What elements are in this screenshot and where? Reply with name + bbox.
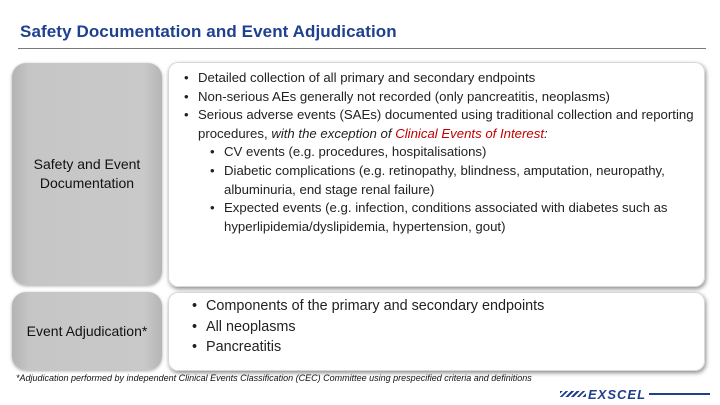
list-item: • Expected events (e.g. infection, conditions associated with diabetes such as hyperlipidemia/dyslipidemia, hypertension, gout) bbox=[224, 199, 708, 236]
logo-text: EXSCEL bbox=[588, 386, 647, 402]
sae-exception-text: with the exception of bbox=[271, 125, 396, 141]
list-item bbox=[198, 106, 708, 236]
event-adjudication-box bbox=[168, 292, 705, 371]
title-divider bbox=[18, 48, 706, 49]
safety-documentation-label: Safety and Event Documentation bbox=[33, 156, 141, 191]
list-item: • Non-serious AEs generally not recorded (only pancreatitis, neoplasms) bbox=[198, 88, 708, 107]
slide-title: Safety Documentation and Event Adjudication bbox=[20, 22, 397, 41]
event-adjudication-label: Event Adjudication* bbox=[26, 322, 148, 339]
safety-bullet-list bbox=[198, 69, 708, 236]
sub-bullet-list bbox=[198, 143, 708, 236]
safety-documentation-panel bbox=[12, 63, 162, 285]
logo-stripe-icon bbox=[560, 391, 586, 397]
sae-text: Serious adverse events (SAEs) documented using traditional collection and reporting procedures, bbox=[198, 107, 694, 141]
list-item: • Detailed collection of all primary and secondary endpoints bbox=[198, 69, 708, 88]
list-item: • CV events (e.g. procedures, hospitalisations) bbox=[224, 143, 708, 162]
list-item: • Diabetic complications (e.g. retinopathy, blindness, amputation, neuropathy, albuminuria, end stage renal failure) bbox=[224, 162, 708, 199]
list-item: • Components of the primary and secondary endpoints bbox=[206, 296, 696, 317]
footnote: *Adjudication performed by independent Clinical Events Classification (CEC) Committee using prespecified criteria and definitions bbox=[16, 373, 532, 383]
list-item: • All neoplasms bbox=[206, 317, 696, 338]
clinical-events-of-interest: Clinical Events of Interest bbox=[395, 125, 544, 141]
list-item: • Pancreatitis bbox=[206, 337, 696, 358]
sae-colon: : bbox=[544, 125, 548, 141]
adjudication-bullet-list bbox=[206, 296, 696, 358]
logo-underline bbox=[649, 393, 710, 395]
exscel-logo bbox=[560, 384, 710, 404]
safety-documentation-box bbox=[168, 62, 705, 287]
event-adjudication-panel bbox=[12, 292, 162, 370]
